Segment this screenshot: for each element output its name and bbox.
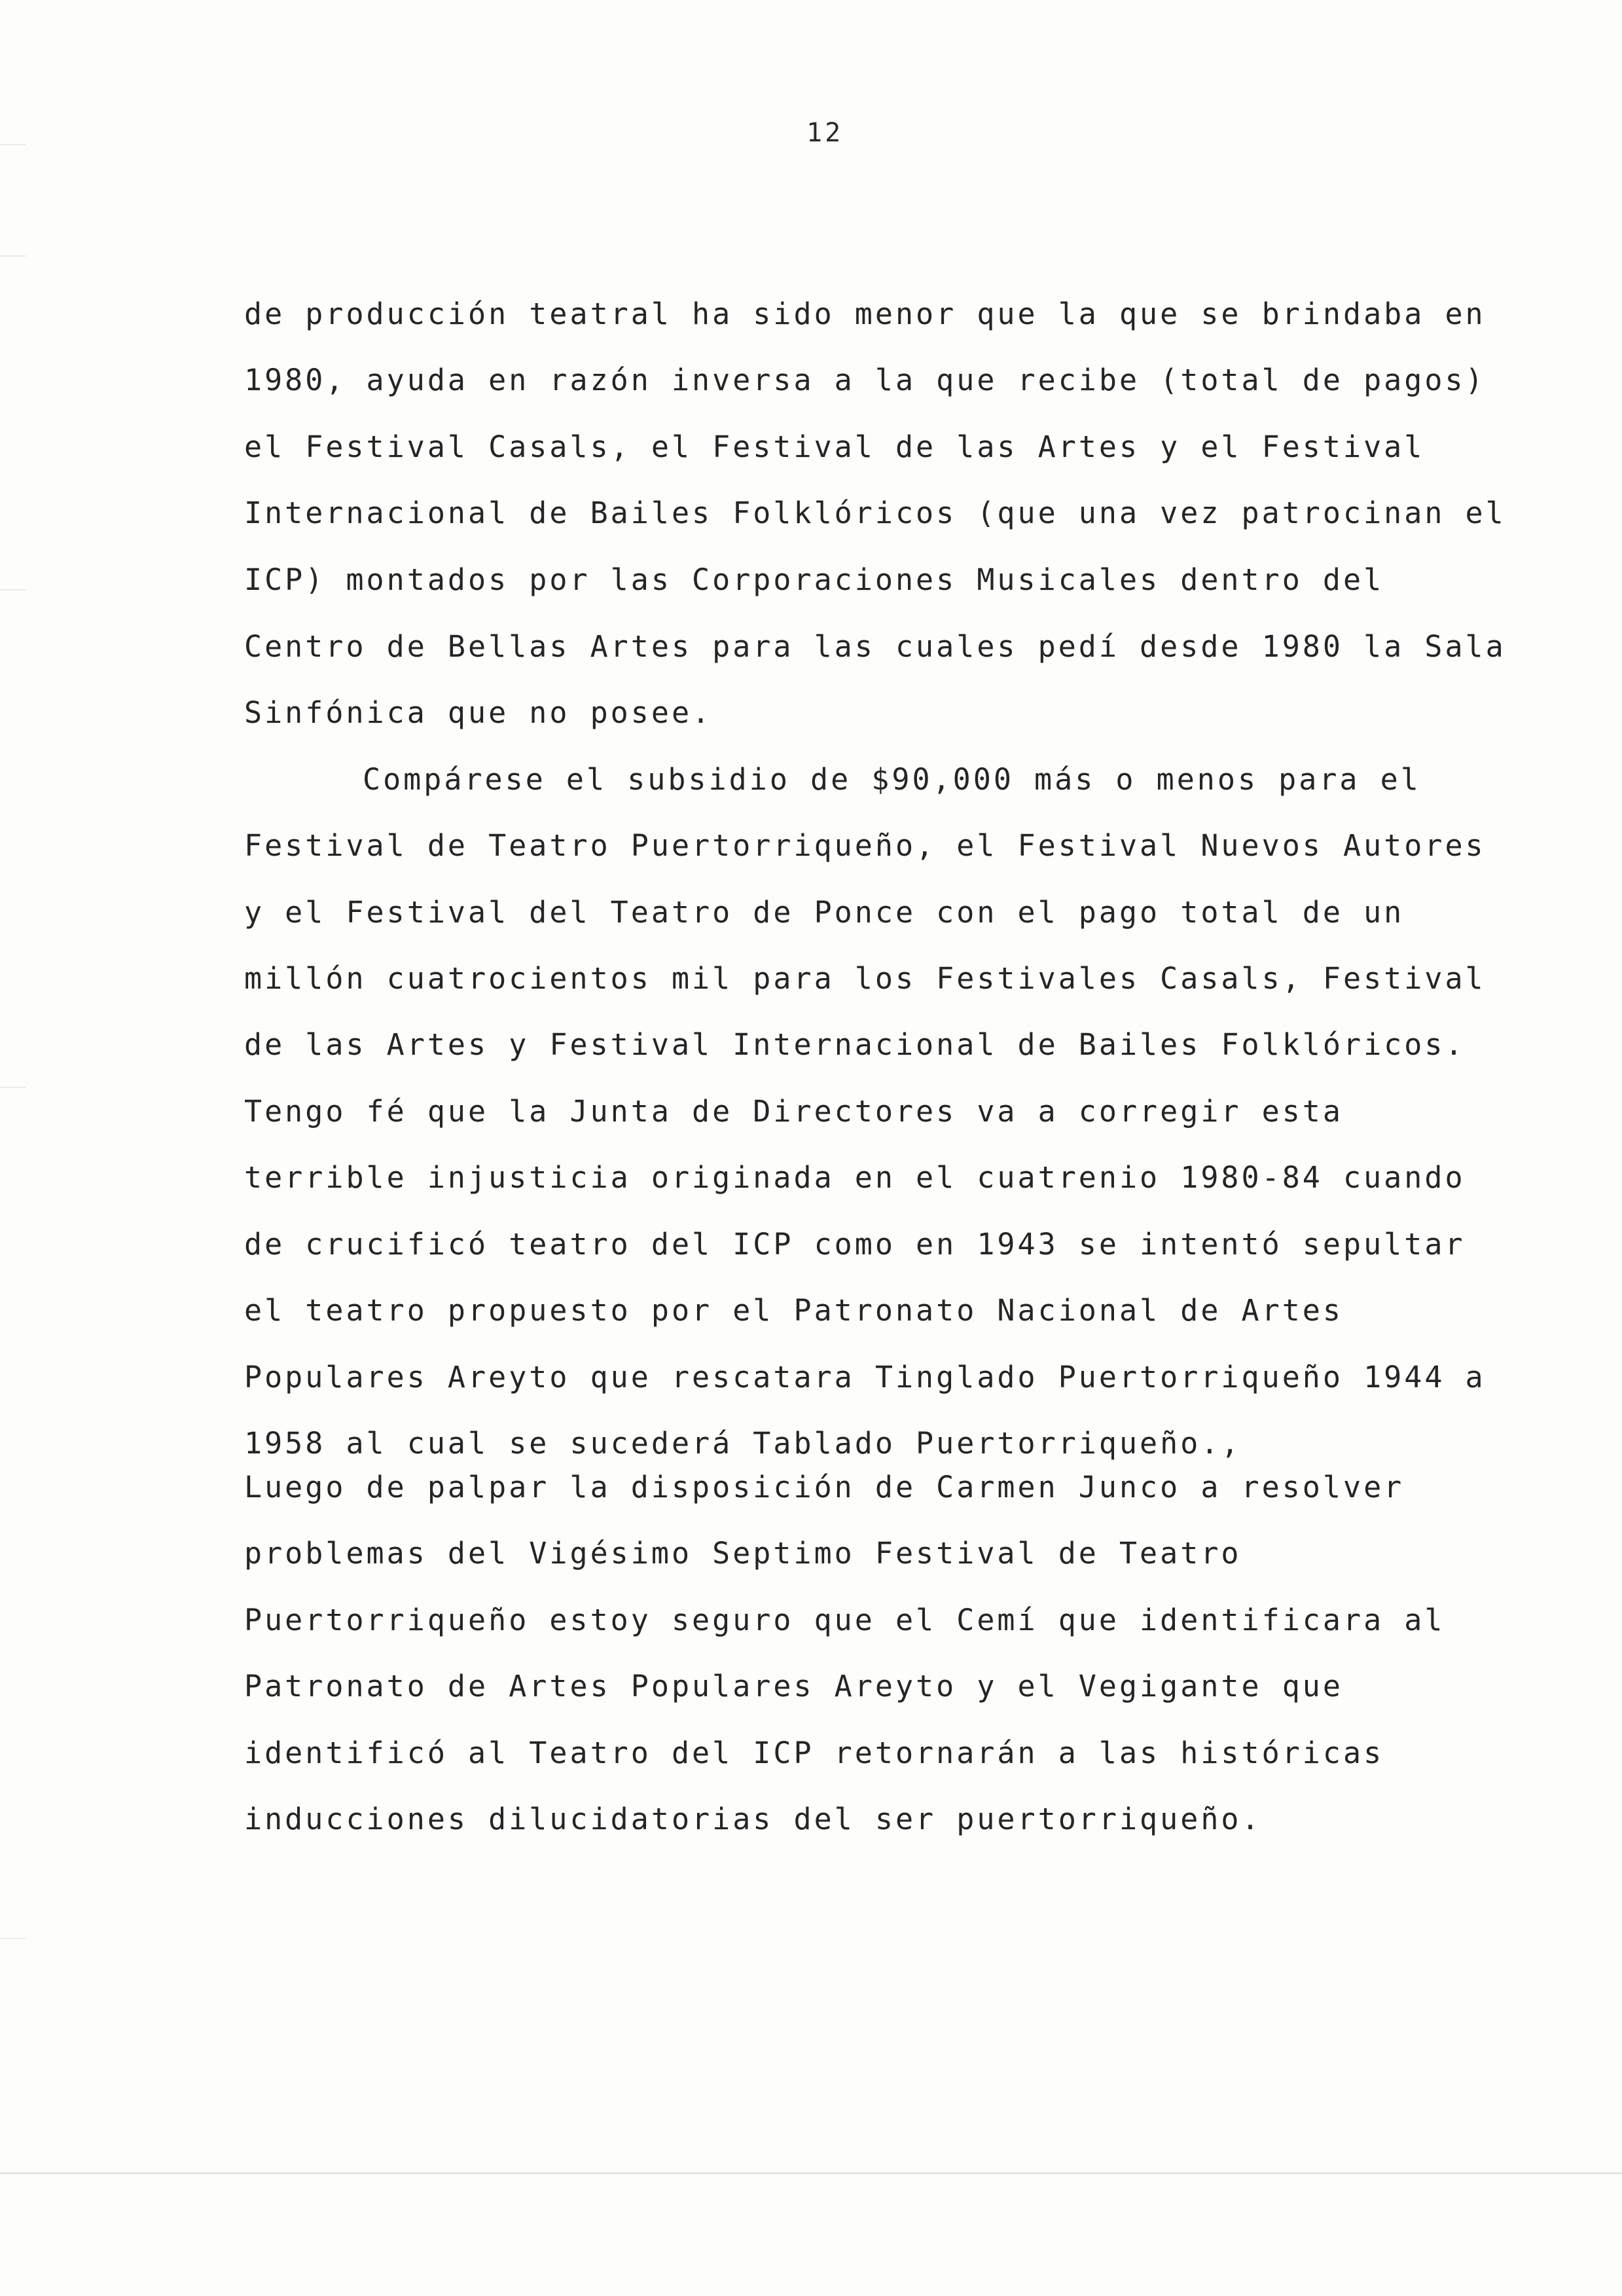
text-line: millón cuatrocientos mil para los Festivales Casals, Festival [244, 961, 1486, 996]
text-line: Populares Areyto que rescatara Tinglado Puertorriqueño 1944 a [244, 1360, 1486, 1394]
text-line: de producción teatral ha sido menor que la que se brindaba en [244, 297, 1486, 331]
text-line: 1958 al cual se sucederá Tablado Puertorriqueño., [244, 1426, 1242, 1461]
text-line: el teatro propuesto por el Patronato Nacional de Artes [244, 1293, 1343, 1328]
text-line: inducciones dilucidatorias del ser puertorriqueño. [244, 1802, 1262, 1836]
scan-edge-mark [0, 589, 26, 591]
text-line: Compárese el subsidio de $90,000 más o menos para el [363, 762, 1421, 797]
scan-edge-mark [0, 1087, 26, 1088]
scan-edge-mark [0, 1938, 26, 1939]
scan-edge-mark [0, 144, 26, 145]
text-line: de crucificó teatro del ICP como en 1943 se intentó sepultar [244, 1227, 1466, 1262]
text-line: 1980, ayuda en razón inversa a la que recibe (total de pagos) [244, 363, 1486, 397]
text-line: problemas del Vigésimo Septimo Festival de Teatro [244, 1536, 1242, 1571]
scan-edge-mark [0, 255, 26, 257]
text-line: el Festival Casals, el Festival de las Artes y el Festival [244, 429, 1425, 464]
text-line: terrible injusticia originada en el cuatrenio 1980-84 cuando [244, 1160, 1466, 1195]
text-line: Luego de palpar la disposición de Carmen Junco a resolver [244, 1470, 1405, 1504]
page-fold-line [0, 2172, 1622, 2174]
page-number: 12 [806, 118, 844, 148]
text-line: de las Artes y Festival Internacional de Bailes Folklóricos. [244, 1027, 1466, 1062]
text-line: Centro de Bellas Artes para las cuales pedí desde 1980 la Sala [244, 629, 1506, 664]
text-line: y el Festival del Teatro de Ponce con el pago total de un [244, 895, 1405, 930]
text-line: Puertorriqueño estoy seguro que el Cemí que identificara al [244, 1603, 1445, 1637]
text-line: Sinfónica que no posee. [244, 695, 713, 730]
text-line: Patronato de Artes Populares Areyto y el Vegigante que [244, 1669, 1343, 1704]
text-line: Festival de Teatro Puertorriqueño, el Festival Nuevos Autores [244, 828, 1486, 863]
text-line: identificó al Teatro del ICP retornarán a las históricas [244, 1736, 1384, 1770]
text-line: Tengo fé que la Junta de Directores va a corregir esta [244, 1094, 1343, 1129]
text-line: Internacional de Bailes Folklóricos (que una vez patrocinan el [244, 496, 1506, 530]
text-line: ICP) montados por las Corporaciones Musicales dentro del [244, 562, 1384, 597]
